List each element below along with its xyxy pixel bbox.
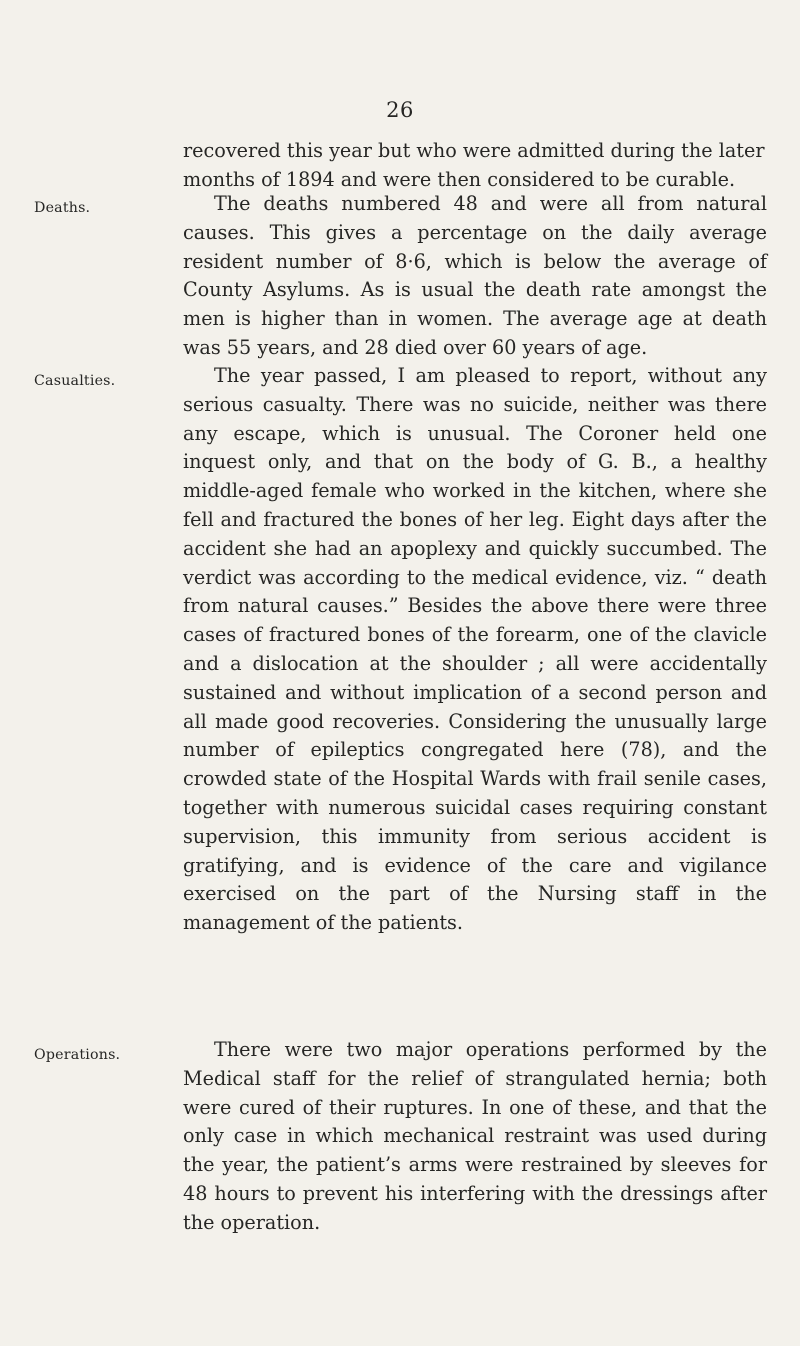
side-heading-casualties: Casualties. bbox=[34, 373, 116, 389]
paragraph-operations: There were two major operations performed by the Medical staff for the relief of strangulated hernia; both were cured of their ruptures. In one of these, and that the only case in which mechanical restraint was used during the year, the patient’s arms were restrained by sleeves for 48 hours to prevent his interfering with the dressings after the operation. bbox=[183, 1038, 767, 1234]
paragraph-continuation: recovered this year but who were admitted during the later months of 1894 and were then considered to be curable. bbox=[183, 139, 765, 191]
paragraph-casualties: The year passed, I am pleased to report, without any serious casualty. There was no suicide, neither was there any escape, which is unusual. The Coroner held one inquest only, and that on the body of G. B., a healthy middle-aged female who worked in the kitchen, where she fell and fractured the bones of her leg. Eight days after the accident she had an apoplexy and quickly succumbed. The verdict was according to the medical evidence, viz. “ death from natural causes.” Besides the above there were three cases of fractured bones of the forearm, one of the clavicle and a dislocation at the shoulder ; all were accidentally sustained and without implication of a second person and all made good recoveries. Considering the unusually large number of epileptics congregated here (78), and the crowded state of the Hospital Wards with frail senile cases, together with numerous suicidal cases requiring constant supervision, this immunity from serious accident is gratifying, and is evidence of the care and vigilance exercised on the part of the Nursing staff in the management of the patients. bbox=[183, 364, 767, 935]
side-heading-operations: Operations. bbox=[34, 1047, 121, 1063]
side-heading-deaths: Deaths. bbox=[34, 200, 91, 216]
paragraph-deaths: The deaths numbered 48 and were all from natural causes. This gives a percentage on the daily average resident number of 8·6, which is below the average of County Asylums. As is usual the death rate amongst the men is higher than in women. The average age at death was 55 years, and 28 died over 60 years of age. bbox=[183, 192, 767, 359]
page-number: 26 bbox=[386, 98, 414, 122]
